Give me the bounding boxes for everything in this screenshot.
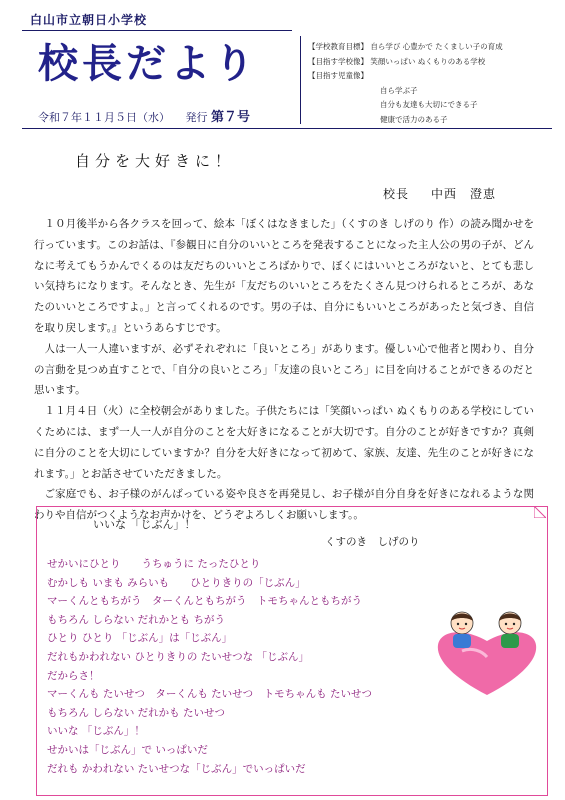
education-goal: 【学校教育目標】 自ら学び 心豊かで たくましい子の育成 (308, 42, 503, 51)
poem-line: もちろん しらない だれかとも ちがう (47, 613, 226, 626)
paragraph: １０月後半から各クラスを回って、絵本「ぼくはなきました」（くすのき しげのり 作）の読み聞かせを行っています。このお話は、『参観日に自分のいいところを発表することになった主人公の男の子が、どんなに考えてもうかんでくるのは友だちのいいところばかりで、ぼくにはいいところがないと、とても悲しい気持ちになります。そんなとき、先生が「友だちのいいところをたくさん見つけられるところが、あなたのいいところですよ。」と言ってくれるのです。男の子は、自分にもいいところがあったと気づき、自信を取り戻します。』というあらすじです。 (34, 218, 534, 334)
poem-author: くすのき しげのり (325, 536, 420, 548)
school-image: 【目指す学校像】 笑顔いっぱい ぬくもりのある学校 (308, 56, 486, 66)
school-name: 白山市立朝日小学校 (30, 13, 148, 27)
paragraph: １１月４日（火）に全校朝会がありました。子供たちには「笑顔いっぱい ぬくもりのある学校にしていくためには、まず一人一人が自分のことを大好きになることが大切です。自分のことが好きですか？真剣に自分のことを大切にしていますか？自分を大好きになって初めて、家族、友達、先生のことが好きになれます。」とお話させていただきました。 (34, 405, 534, 480)
issue-number: 第７号 (211, 110, 251, 125)
poem-line: ひとり ひとり 「じぶん」は「じぶん」 (47, 632, 233, 645)
poem-line: だれもかわれない ひとりきりの たいせつな 「じぶん」 (47, 650, 310, 663)
heart-shape (438, 632, 536, 695)
children-heart-illustration (432, 607, 542, 697)
issue-line (38, 106, 250, 125)
student-image-item: 自分も友達も大切にできる子 (380, 100, 478, 109)
paragraph: 人は一人一人違いますが、必ずそれぞれに「良いところ」があります。優しい心で他者と関わり、自分の言動を見つめ直すことで、「自分の良いところ」「友達の良いところ」に目を向けることができるのだと思います。 (34, 342, 534, 397)
article-body (34, 214, 534, 526)
school-goals (308, 40, 503, 127)
poem-line: せかいにひとり うちゅうに たったひとり (47, 558, 261, 570)
child-left (451, 612, 473, 648)
poem-lines (47, 555, 372, 778)
article-title: 自分を大好きに！ (75, 152, 236, 170)
student-image-label: 【目指す児童像】 (308, 71, 368, 80)
poem-line: むかしも いまも みらいも ひとりきりの「じぶん」 (47, 576, 306, 589)
poem-line: いいな 「じぶん」！ (47, 725, 145, 738)
issued-label: 発行 (185, 111, 208, 124)
poem-line: マーくんも たいせつ ターくんも たいせつ トモちゃんも たいせつ (47, 688, 373, 701)
poem-line: マーくんともちがう ターくんともちがう トモちゃんともちがう (47, 595, 362, 608)
paragraph: ご家庭でも、お子様のがんばっている姿や良さを再発見し、お子様が自分自身を好きになれるような関わりや自信がつくようなお声かけを、どうぞよろしくお願いします。。 (34, 488, 534, 522)
poem-line: だからさ！ (47, 669, 100, 682)
page-fold-corner (534, 506, 546, 518)
header-bottom-divider (22, 128, 552, 129)
student-image-item: 健康で活力のある子 (380, 114, 448, 124)
issue-date: 令和７年１１月５日（水） (38, 111, 170, 124)
poem-line: もちろん しらない だれかも たいせつ (47, 706, 226, 719)
author-role: 校長 (383, 187, 410, 201)
article-byline (383, 185, 496, 202)
poem-title: いいな 「じぶん」！ (93, 518, 196, 531)
author-name: 中西 澄恵 (431, 187, 497, 201)
child-right (499, 612, 521, 648)
newsletter-title: 校長だより (38, 40, 258, 87)
student-image-item: 自ら学ぶ子 (380, 85, 418, 95)
goals-divider (300, 36, 301, 124)
poem-line: せかいは「じぶん」で いっぱいだ (47, 743, 208, 756)
header-divider (22, 30, 292, 31)
poem-line: だれも かわれない たいせつな「じぶん」でいっぱいだ (47, 762, 306, 775)
